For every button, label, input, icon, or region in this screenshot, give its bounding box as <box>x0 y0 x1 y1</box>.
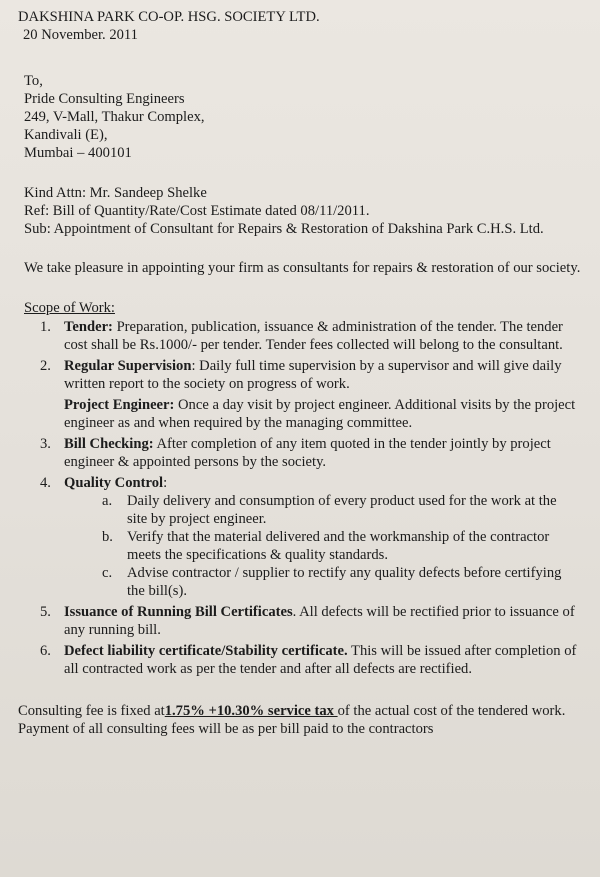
sub-letter: a. <box>102 493 113 509</box>
item-number: 5. <box>40 604 51 620</box>
kind-attn: Kind Attn: Mr. Sandeep Shelke <box>24 185 207 201</box>
reference-block <box>24 184 582 238</box>
address-line-2: Kandivali (E), <box>24 127 108 143</box>
letter-header <box>18 8 582 44</box>
item-title: Issuance of Running Bill Certificates <box>64 604 293 620</box>
ref-line: Ref: Bill of Quantity/Rate/Cost Estimate dated 08/11/2011. <box>24 203 370 219</box>
address-line-3: Mumbai – 400101 <box>24 145 132 161</box>
item-number: 1. <box>40 319 51 335</box>
recipient-address <box>24 72 582 162</box>
scope-heading: Scope of Work: <box>24 300 115 316</box>
sub-text: Verify that the material delivered and the workmanship of the contractor meets the specifications & quality standards. <box>127 529 550 563</box>
item-text: : Daily full time supervision by a supervisor and will give daily written report to the society on progress of work. <box>64 358 562 392</box>
item-title: Defect liability certificate/Stability certificate. <box>64 643 348 659</box>
address-line-1: 249, V-Mall, Thakur Complex, <box>24 109 205 125</box>
item-title: Regular Supervision <box>64 358 192 374</box>
item-text: After completion of any item quoted in the tender jointly by project engineer & appointed persons by the society. <box>64 436 551 470</box>
letter-date: 20 November. 2011 <box>23 27 138 43</box>
sub-letter: b. <box>102 529 113 545</box>
item-title: Quality Control <box>64 475 164 491</box>
sub-text: Daily delivery and consumption of every product used for the work at the site by project engineer. <box>127 493 557 527</box>
quality-control-sublist <box>64 492 582 600</box>
project-engineer-paragraph <box>64 396 582 432</box>
subject-line: Sub: Appointment of Consultant for Repairs & Restoration of Dakshina Park C.H.S. Ltd. <box>24 221 544 237</box>
item-text: : <box>163 475 168 491</box>
sub-text: Advise contractor / supplier to rectify any quality defects before certifying the bill(s). <box>127 565 562 599</box>
item-number: 4. <box>40 475 51 491</box>
society-name: DAKSHINA PARK CO-OP. HSG. SOCIETY LTD. <box>18 9 320 25</box>
fee-pre: Consulting fee is fixed at <box>18 703 165 719</box>
item-text: This will be issued after completion of all contracted work as per the tender and after all defects are rectified. <box>64 643 577 677</box>
item-number: 2. <box>40 358 51 374</box>
address-to: To, <box>24 73 43 89</box>
sub-item <box>90 492 582 528</box>
project-engineer-title: Project Engineer: <box>64 397 175 413</box>
item-number: 6. <box>40 643 51 659</box>
scope-item <box>18 603 582 639</box>
fee-rate: 1.75% +10.30% service tax <box>164 703 338 719</box>
scope-item <box>18 435 582 471</box>
item-title: Tender: <box>64 319 113 335</box>
item-text: . All defects will be rectified prior to issuance of any running bill. <box>64 604 575 638</box>
fee-paragraph <box>18 702 582 738</box>
address-name: Pride Consulting Engineers <box>24 91 185 107</box>
scope-list <box>18 318 582 678</box>
sub-letter: c. <box>102 565 113 581</box>
sub-item <box>90 528 582 564</box>
scope-item <box>18 357 582 432</box>
item-text: Preparation, publication, issuance & administration of the tender. The tender cost shall be Rs.1000/- per tender. Tender fees collected will belong to the consultant. <box>64 319 563 353</box>
project-engineer-text: Once a day visit by project engineer. Additional visits by the project engineer as and when required by the managing committee. <box>64 397 576 431</box>
scope-item <box>18 642 582 678</box>
scope-item <box>18 474 582 600</box>
sub-item <box>90 564 582 600</box>
fee-post: of the actual cost of the tendered work. Payment of all consulting fees will be as per bill paid to the contractors <box>18 703 566 737</box>
item-title: Bill Checking: <box>64 436 154 452</box>
intro-paragraph: We take pleasure in appointing your firm as consultants for repairs & restoration of our society. <box>24 260 581 276</box>
scope-item <box>18 318 582 354</box>
item-number: 3. <box>40 436 51 452</box>
